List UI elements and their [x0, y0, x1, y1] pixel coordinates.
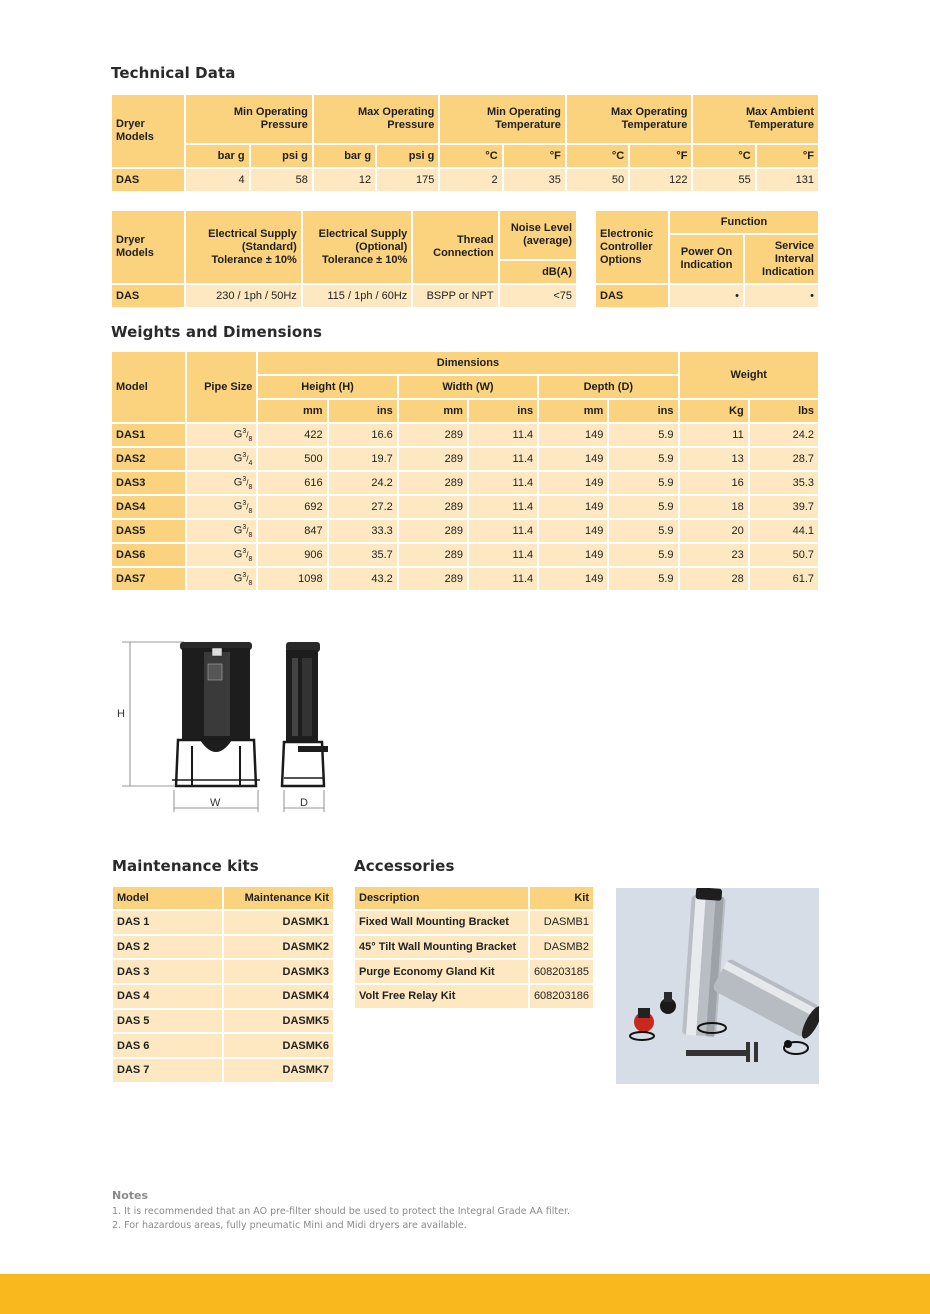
pipe-size-denominator: 8: [248, 483, 253, 491]
header-power-on: Power On Indication: [670, 235, 743, 283]
bullet-cell: •: [745, 285, 818, 307]
fraction-slash: /: [246, 526, 249, 536]
value-cell: 39.7: [750, 496, 818, 518]
unit-cell: °C: [567, 145, 628, 167]
pipe-size-prefix: G: [233, 452, 243, 465]
value-cell: <75: [500, 285, 576, 307]
value-cell: BSPP or NPT: [413, 285, 497, 307]
pipe-size-cell: [187, 448, 256, 470]
value-cell: 16.6: [329, 424, 397, 446]
unit-cell: bar g: [314, 145, 375, 167]
maintenance-model-cell: DAS 3: [113, 960, 222, 983]
header-function: Function: [670, 211, 818, 233]
pipe-size-denominator: 8: [248, 531, 253, 539]
row-model-cell: DAS2: [112, 448, 185, 470]
accessories-product-photo: [616, 888, 819, 1084]
value-cell: 33.3: [329, 520, 397, 542]
note-item: 2. For hazardous areas, fully pneumatic Mini and Midi dryers are available.: [112, 1220, 467, 1231]
pipe-size-cell: [187, 568, 256, 590]
fraction-slash: /: [246, 502, 249, 512]
dryer-side-view: [282, 642, 328, 786]
value-cell: 422: [258, 424, 326, 446]
pipe-size-cell: [187, 424, 256, 446]
depth-dimension-label: D: [300, 797, 308, 809]
header-dryer-models: Dryer Models: [112, 95, 184, 167]
accessory-description-cell: Volt Free Relay Kit: [355, 985, 528, 1008]
accessory-description-cell: 45° Tilt Wall Mounting Bracket: [355, 936, 528, 959]
value-cell: 500: [258, 448, 326, 470]
row-model-cell: DAS: [112, 285, 184, 307]
width-dimension-label: W: [210, 797, 221, 809]
table-row: [112, 496, 818, 518]
table-row: [113, 1010, 333, 1033]
accessory-kit-cell: 608203186: [530, 985, 593, 1008]
table-row: [112, 568, 818, 590]
row-model-cell: DAS: [112, 169, 184, 191]
value-cell: 12: [314, 169, 375, 191]
table-row: [355, 911, 593, 934]
maintenance-kit-cell: DASMK7: [224, 1059, 333, 1082]
row-model-cell: DAS6: [112, 544, 185, 566]
value-cell: 149: [539, 520, 607, 542]
value-cell: 289: [399, 424, 467, 446]
pipe-size-cell: [187, 472, 256, 494]
row-model-cell: DAS3: [112, 472, 185, 494]
controller-options-table: [594, 209, 820, 309]
table-row: [112, 448, 818, 470]
header-noise-unit: dB(A): [500, 261, 576, 283]
value-cell: 11.4: [469, 520, 537, 542]
value-cell: 5.9: [609, 472, 677, 494]
value-cell: 11.4: [469, 472, 537, 494]
pipe-size-cell: [187, 544, 256, 566]
value-cell: 289: [399, 568, 467, 590]
pipe-size-prefix: G: [233, 524, 243, 537]
maintenance-kit-cell: DASMK2: [224, 936, 333, 959]
value-cell: 122: [630, 169, 691, 191]
value-cell: 55: [693, 169, 754, 191]
accessory-kit-cell: DASMB2: [530, 936, 593, 959]
fraction-slash: /: [246, 478, 249, 488]
value-cell: 24.2: [750, 424, 818, 446]
value-cell: 16: [680, 472, 748, 494]
pipe-size-prefix: G: [233, 476, 243, 489]
table-row: [112, 424, 818, 446]
value-cell: 847: [258, 520, 326, 542]
header-electrical-standard: Electrical Supply (Standard) Tolerance ± 10%: [186, 211, 301, 283]
value-cell: 115 / 1ph / 60Hz: [303, 285, 411, 307]
value-cell: 28.7: [750, 448, 818, 470]
unit-cell: °C: [440, 145, 501, 167]
value-cell: 44.1: [750, 520, 818, 542]
unit-cell: mm: [539, 400, 607, 422]
value-cell: 289: [399, 448, 467, 470]
value-cell: 43.2: [329, 568, 397, 590]
pipe-size-denominator: 8: [248, 507, 253, 515]
unit-cell: ins: [609, 400, 677, 422]
note-item: 1. It is recommended that an AO pre-filter should be used to protect the Integral Grade AA filter.: [112, 1206, 571, 1217]
table-row: [113, 960, 333, 983]
value-cell: 5.9: [609, 496, 677, 518]
fraction-slash: /: [246, 454, 249, 464]
fraction-slash: /: [246, 430, 249, 440]
value-cell: 27.2: [329, 496, 397, 518]
header-dryer-models: Dryer Models: [112, 211, 184, 283]
unit-cell: mm: [258, 400, 326, 422]
pipe-size-numerator: 3: [242, 451, 247, 459]
unit-cell: psi g: [377, 145, 438, 167]
header-weight: Weight: [680, 352, 818, 398]
weights-dimensions-title: Weights and Dimensions: [111, 323, 323, 341]
header-max-temperature: Max Operating Temperature: [567, 95, 692, 143]
height-dimension-label: H: [117, 708, 125, 720]
value-cell: 24.2: [329, 472, 397, 494]
maintenance-model-cell: DAS 6: [113, 1034, 222, 1057]
value-cell: 289: [399, 472, 467, 494]
value-cell: 50.7: [750, 544, 818, 566]
value-cell: 149: [539, 472, 607, 494]
unit-cell: ins: [329, 400, 397, 422]
header-max-pressure: Max Operating Pressure: [314, 95, 439, 143]
technical-data-table: [110, 93, 820, 193]
header-pipe-size: Pipe Size: [187, 352, 256, 422]
unit-cell: lbs: [750, 400, 818, 422]
row-model-cell: DAS7: [112, 568, 185, 590]
value-cell: 2: [440, 169, 501, 191]
value-cell: 230 / 1ph / 50Hz: [186, 285, 301, 307]
value-cell: 289: [399, 520, 467, 542]
pipe-size-cell: [187, 520, 256, 542]
notes-title: Notes: [112, 1189, 149, 1202]
value-cell: 4: [186, 169, 248, 191]
value-cell: 692: [258, 496, 326, 518]
unit-cell: °F: [630, 145, 691, 167]
value-cell: 5.9: [609, 448, 677, 470]
unit-cell: Kg: [680, 400, 748, 422]
header-noise-level: Noise Level (average): [500, 211, 576, 259]
value-cell: 289: [399, 544, 467, 566]
footer-bar: [0, 1274, 930, 1314]
weights-dimensions-table: [110, 350, 820, 592]
value-cell: 28: [680, 568, 748, 590]
value-cell: 11.4: [469, 568, 537, 590]
pipe-size-prefix: G: [233, 572, 243, 585]
unit-cell: bar g: [186, 145, 248, 167]
pipe-size-denominator: 8: [248, 579, 253, 587]
fraction-slash: /: [246, 550, 249, 560]
value-cell: 1098: [258, 568, 326, 590]
header-ambient-temperature: Max Ambient Temperature: [693, 95, 818, 143]
value-cell: 5.9: [609, 568, 677, 590]
row-model-cell: DAS1: [112, 424, 185, 446]
header-model: Model: [112, 352, 185, 422]
header-controller-options: Electronic Controller Options: [596, 211, 668, 283]
pipe-size-denominator: 4: [248, 459, 253, 467]
accessory-description-cell: Purge Economy Gland Kit: [355, 960, 528, 983]
header-height: Height (H): [258, 376, 396, 398]
table-row: [112, 472, 818, 494]
header-min-temperature: Min Operating Temperature: [440, 95, 565, 143]
maintenance-model-cell: DAS 4: [113, 985, 222, 1008]
pipe-size-numerator: 3: [242, 499, 247, 507]
unit-cell: °F: [504, 145, 565, 167]
value-cell: 906: [258, 544, 326, 566]
maintenance-kit-cell: DASMK3: [224, 960, 333, 983]
table-row: [355, 960, 593, 983]
header-service-interval: Service Interval Indication: [745, 235, 818, 283]
pipe-size-prefix: G: [233, 548, 243, 561]
value-cell: 616: [258, 472, 326, 494]
maintenance-model-cell: DAS 7: [113, 1059, 222, 1082]
row-model-cell: DAS4: [112, 496, 185, 518]
electrical-table: [110, 209, 578, 309]
maintenance-kit-cell: DASMK4: [224, 985, 333, 1008]
header-description: Description: [355, 887, 528, 909]
pipe-size-numerator: 3: [242, 571, 247, 579]
value-cell: 149: [539, 544, 607, 566]
pipe-size-numerator: 3: [242, 523, 247, 531]
header-maintenance-kit: Maintenance Kit: [224, 887, 333, 909]
pipe-size-denominator: 8: [248, 435, 253, 443]
maintenance-kit-cell: DASMK5: [224, 1010, 333, 1033]
accessories-title: Accessories: [354, 857, 455, 875]
maintenance-kit-cell: DASMK1: [224, 911, 333, 934]
value-cell: 35.3: [750, 472, 818, 494]
row-model-cell: DAS: [596, 285, 668, 307]
value-cell: 289: [399, 496, 467, 518]
technical-data-title: Technical Data: [111, 64, 236, 82]
accessories-table: [353, 885, 595, 1010]
pipe-size-numerator: 3: [242, 427, 247, 435]
maintenance-model-cell: DAS 2: [113, 936, 222, 959]
table-row: [112, 544, 818, 566]
value-cell: 11.4: [469, 496, 537, 518]
dryer-front-view: [172, 642, 260, 786]
value-cell: 175: [377, 169, 438, 191]
value-cell: 149: [539, 496, 607, 518]
pipe-size-prefix: G: [233, 428, 243, 441]
dryer-dimension-diagram: [112, 628, 352, 828]
header-model: Model: [113, 887, 222, 909]
unit-cell: °F: [757, 145, 818, 167]
table-row: [113, 1059, 333, 1082]
value-cell: 61.7: [750, 568, 818, 590]
accessory-description-cell: Fixed Wall Mounting Bracket: [355, 911, 528, 934]
value-cell: 131: [757, 169, 818, 191]
header-dimensions: Dimensions: [258, 352, 677, 374]
pipe-size-denominator: 8: [248, 555, 253, 563]
header-depth: Depth (D): [539, 376, 677, 398]
value-cell: 58: [251, 169, 312, 191]
value-cell: 5.9: [609, 520, 677, 542]
pipe-size-cell: [187, 496, 256, 518]
unit-cell: mm: [399, 400, 467, 422]
table-row: [113, 1034, 333, 1057]
table-row: [113, 936, 333, 959]
unit-cell: °C: [693, 145, 754, 167]
value-cell: 20: [680, 520, 748, 542]
header-thread-connection: Thread Connection: [413, 211, 497, 283]
value-cell: 23: [680, 544, 748, 566]
table-row: [355, 985, 593, 1008]
accessory-kit-cell: 608203185: [530, 960, 593, 983]
value-cell: 5.9: [609, 544, 677, 566]
unit-cell: ins: [469, 400, 537, 422]
accessory-kit-cell: DASMB1: [530, 911, 593, 934]
table-row: [113, 911, 333, 934]
value-cell: 13: [680, 448, 748, 470]
table-row: [113, 985, 333, 1008]
table-row: [112, 520, 818, 542]
header-min-pressure: Min Operating Pressure: [186, 95, 312, 143]
maintenance-model-cell: DAS 1: [113, 911, 222, 934]
value-cell: 149: [539, 448, 607, 470]
value-cell: 11: [680, 424, 748, 446]
value-cell: 149: [539, 568, 607, 590]
pipe-size-numerator: 3: [242, 547, 247, 555]
maintenance-kits-table: [111, 885, 335, 1084]
value-cell: 11.4: [469, 448, 537, 470]
unit-cell: psi g: [251, 145, 312, 167]
value-cell: 35: [504, 169, 565, 191]
row-model-cell: DAS5: [112, 520, 185, 542]
fraction-slash: /: [246, 574, 249, 584]
maintenance-model-cell: DAS 5: [113, 1010, 222, 1033]
pipe-size-numerator: 3: [242, 475, 247, 483]
value-cell: 35.7: [329, 544, 397, 566]
header-width: Width (W): [399, 376, 537, 398]
header-kit: Kit: [530, 887, 593, 909]
value-cell: 11.4: [469, 544, 537, 566]
maintenance-kits-title: Maintenance kits: [112, 857, 259, 875]
table-row: [355, 936, 593, 959]
value-cell: 149: [539, 424, 607, 446]
value-cell: 11.4: [469, 424, 537, 446]
maintenance-kit-cell: DASMK6: [224, 1034, 333, 1057]
value-cell: 50: [567, 169, 628, 191]
bullet-cell: •: [670, 285, 743, 307]
value-cell: 18: [680, 496, 748, 518]
value-cell: 5.9: [609, 424, 677, 446]
value-cell: 19.7: [329, 448, 397, 470]
pipe-size-prefix: G: [233, 500, 243, 513]
header-electrical-optional: Electrical Supply (Optional) Tolerance ± 10%: [303, 211, 411, 283]
